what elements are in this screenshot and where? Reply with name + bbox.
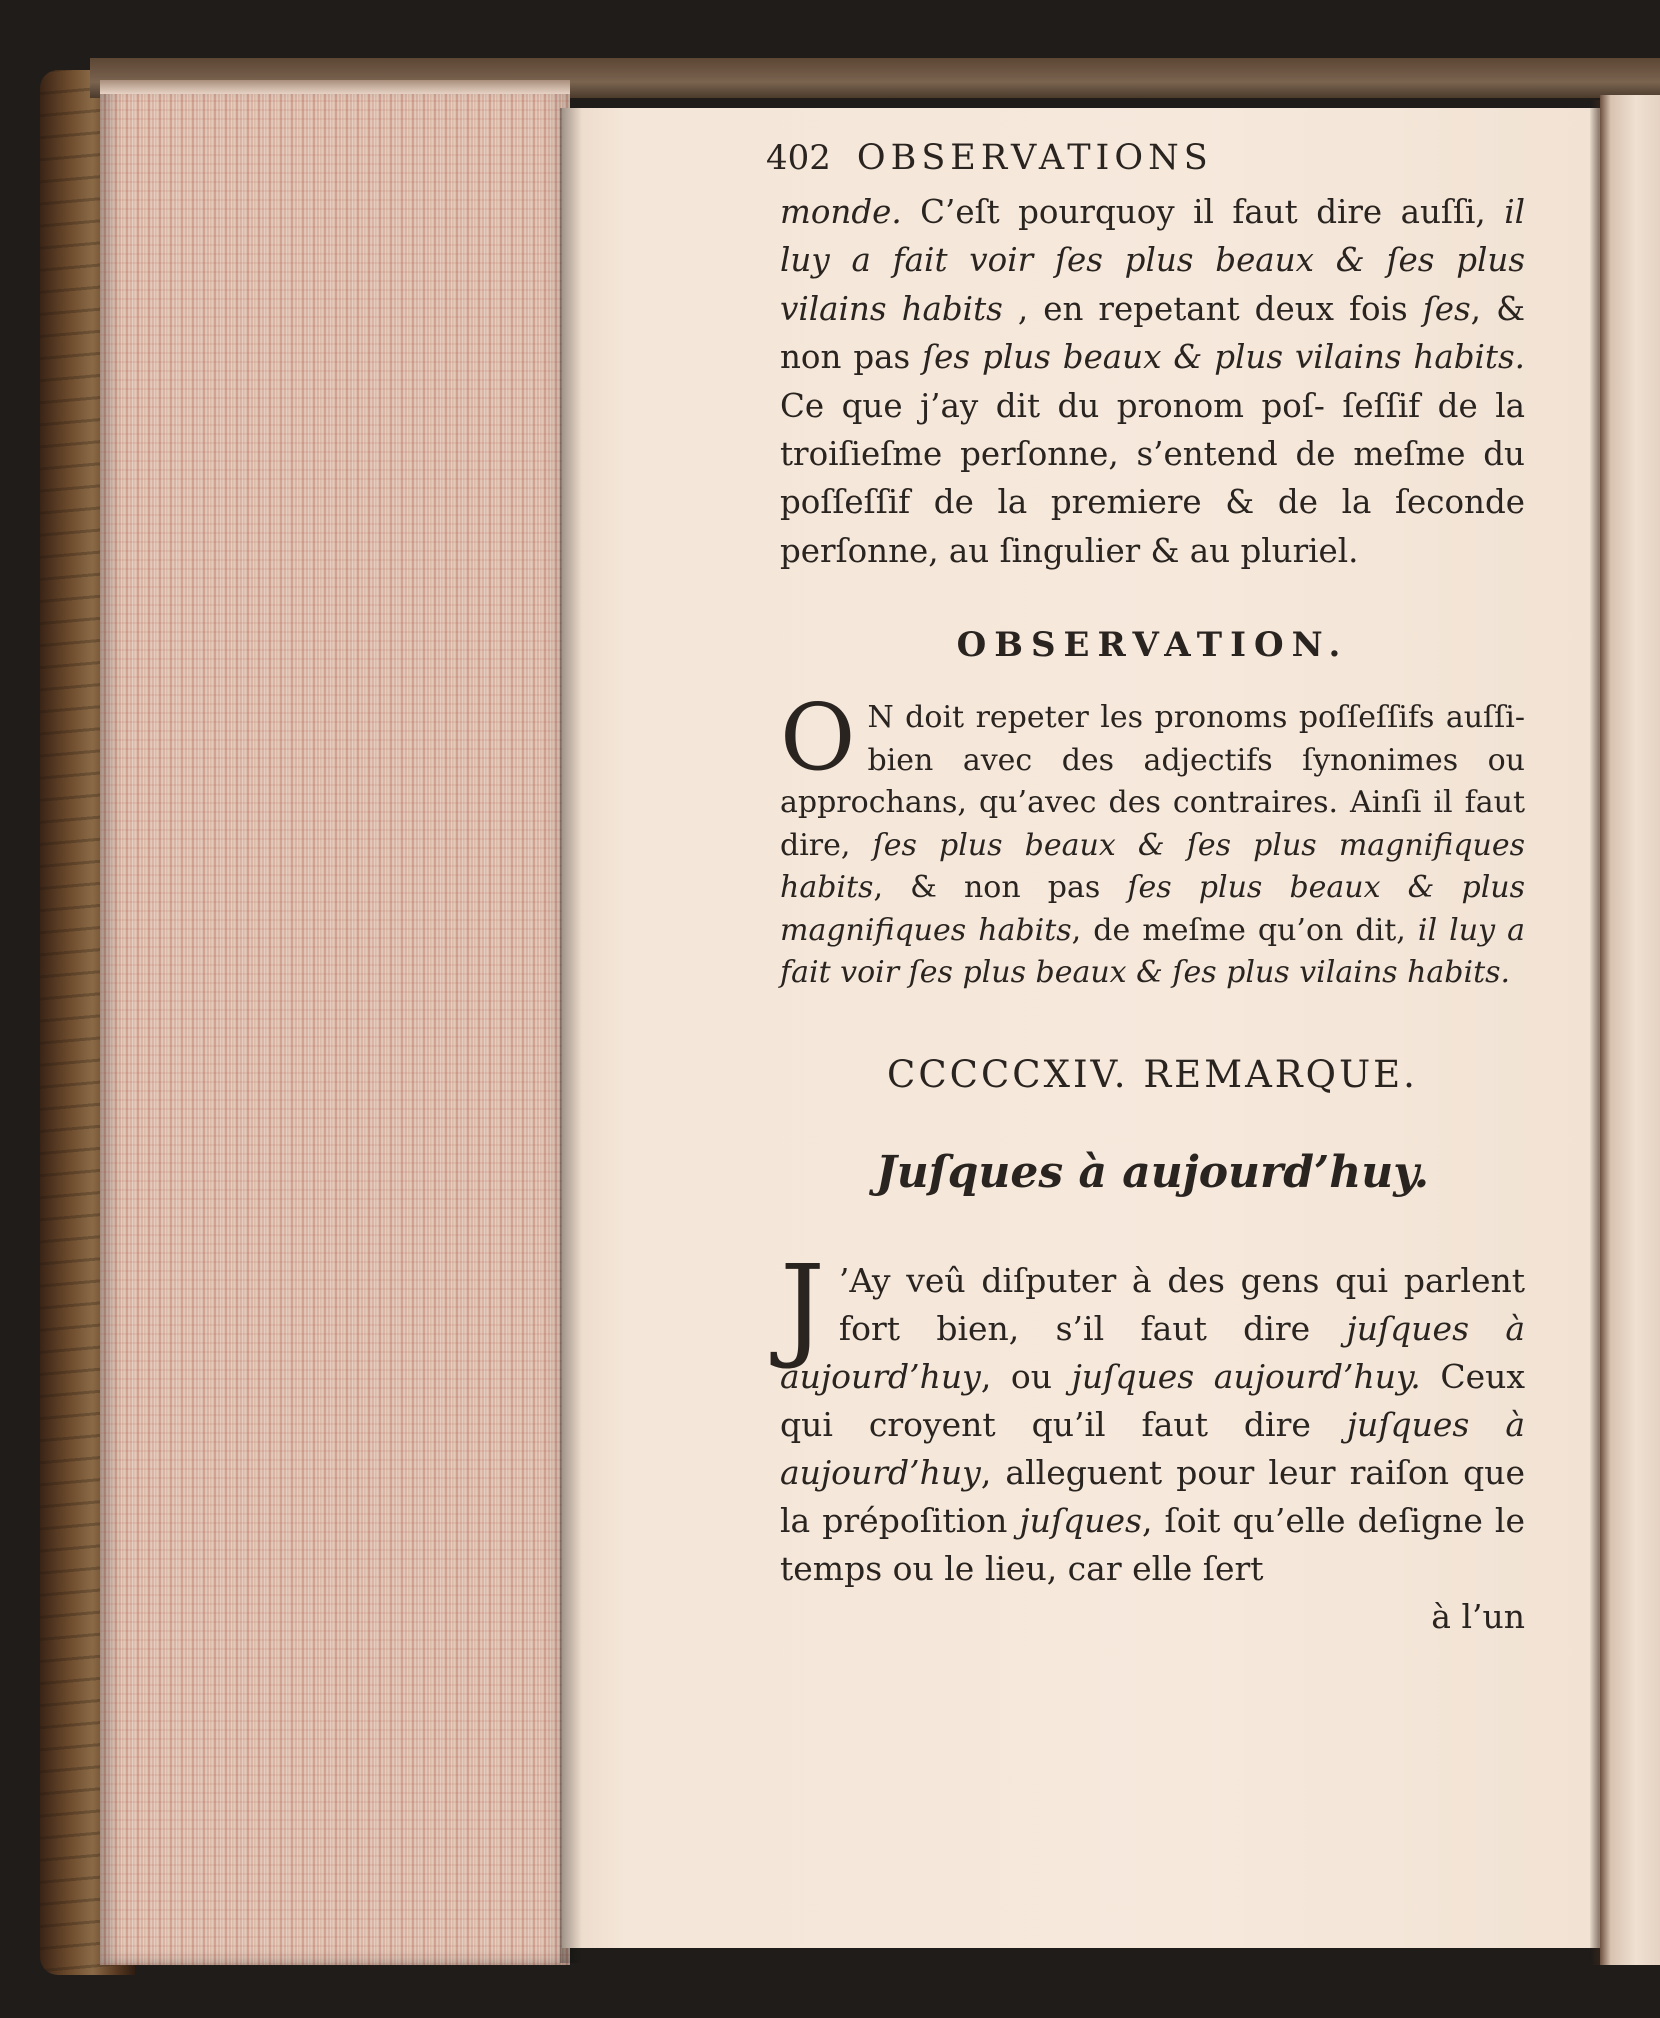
line-4-text: & non pas	[780, 289, 1525, 377]
remarque-italic-1: juſques à aujourd’huy	[780, 1308, 1525, 1396]
observation-dropcap: O	[780, 684, 856, 792]
observation-text-3: , de meſme qu’on dit,	[1071, 912, 1418, 948]
observation-paragraph	[780, 684, 1526, 995]
line-7-text: de meſme du poſſeſſif de la premiere &	[780, 435, 1525, 522]
remarque-title: Juſques à aujourd’huy.	[875, 1146, 1430, 1198]
line-6-text: ſeſſif de la troiſieſme perſonne, s’entend	[780, 386, 1525, 474]
remarque-text-5: , ſoit qu’elle deſigne le temps ou le lieu, car elle ſert	[780, 1500, 1526, 1588]
remarque-italic-3: juſques à aujourd’huy	[780, 1404, 1525, 1492]
line-1-text: C’eſt pourquoy il faut dire auſſi,	[901, 193, 1486, 231]
observation-italic-1: ſes plus beaux & ſes plus magnifiques habits	[780, 827, 1525, 906]
word-ses: ſes	[1422, 289, 1471, 328]
page-number: 402	[766, 138, 831, 178]
remarque-paragraph	[780, 1241, 1526, 1593]
remarque-text-4: , alleguent pour leur raiſon que la prépoſition	[780, 1452, 1525, 1540]
word-monde: monde.	[780, 193, 902, 231]
line-2-italic: il luy a fait voir ſes plus beaux & ſes plus	[780, 193, 1525, 280]
line-3-punct: ,	[1470, 289, 1482, 328]
observation-text-2: , & non pas	[873, 870, 1128, 906]
facing-page-edge	[1600, 95, 1660, 1965]
page-text	[766, 138, 1526, 1641]
page-block-top	[100, 80, 570, 94]
observation-heading: OBSERVATION.	[956, 625, 1349, 666]
catchword: à l’un	[1431, 1596, 1525, 1636]
word-habits: habits.	[1413, 338, 1525, 377]
running-header	[766, 138, 1525, 188]
remarque-italic-4: juſques	[1019, 1500, 1142, 1540]
line-3-text: , en repetant deux fois	[1002, 289, 1423, 328]
page-block-edges	[100, 85, 570, 1965]
observation-italic-3: il luy a fait voir ſes plus beaux & ſes plus vilains habits.	[780, 912, 1525, 991]
line-3-italic: vilains habits	[780, 289, 1003, 328]
remarque-text-3: Ceux qui croyent qu’il faut dire	[780, 1356, 1525, 1444]
running-head-title: OBSERVATIONS	[856, 138, 1213, 178]
observation-text-1: N doit repeter les pronoms poſſeſſifs auſſi-bien avec des adjectifs ſynonimes ou approchans, qu’avec des contraires. Ainſi il faut dire,	[780, 700, 1525, 863]
remarque-dropcap: J	[780, 1241, 825, 1372]
observation-italic-2: ſes plus beaux & plus magnifiques habits	[780, 870, 1526, 948]
remarque-italic-2: juſques aujourd’huy.	[1071, 1356, 1421, 1396]
line-9-text: pluriel.	[1240, 531, 1359, 570]
line-5-text: Ce que j’ay dit du pronom poſ-	[780, 386, 1325, 425]
paragraph-continued	[780, 188, 1525, 575]
line-8-text: de la ſeconde perſonne, au ſingulier & au	[780, 483, 1525, 570]
remarque-text-2: , ou	[980, 1356, 1072, 1396]
line-4-italic: ſes plus beaux & plus vilains	[922, 338, 1402, 377]
remarque-heading: CCCCCXIV. REMARQUE.	[887, 1052, 1418, 1096]
remarque-text-1: ’Ay veû diſputer à des gens qui parlent fort bien, s’il faut dire	[838, 1260, 1525, 1348]
page-shadow	[560, 108, 582, 1963]
